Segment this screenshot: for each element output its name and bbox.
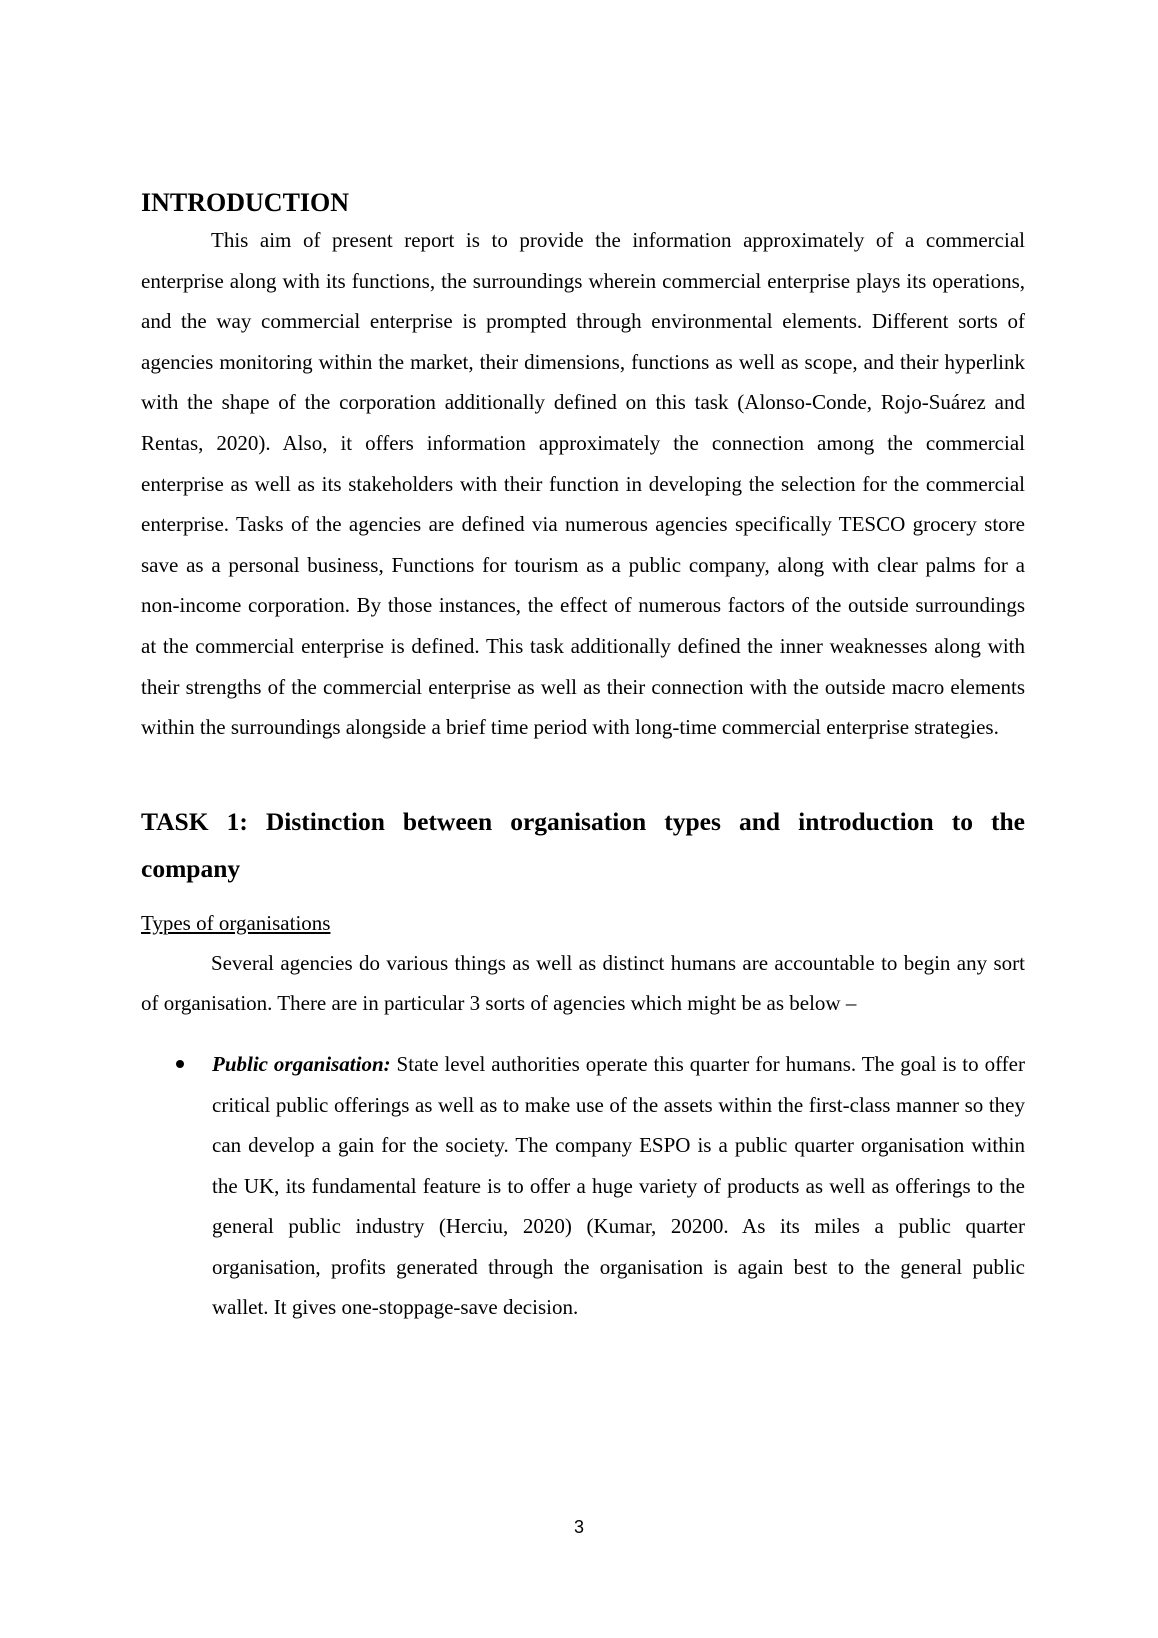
task1-heading: TASK 1: Distinction between organisation types and introduction to the company [141, 806, 1025, 883]
organisation-types-list [141, 1044, 1025, 1328]
introduction-heading: INTRODUCTION [141, 188, 350, 217]
page-number: 3 [573, 1517, 584, 1537]
bullet-text: State level authorities operate this quarter for humans. The goal is to offer critical public offerings as well as to make use of the assets within the first-class manner so they can develop a gain for the society. The company ESPO is a public quarter organisation within the UK, its fundamental feature is to offer a huge variety of products as well as offerings to the general public industry (Herciu, 2020) (Kumar, 20200. As its miles a public quarter organisation, profits generated through the organisation is again best to the general public wallet. It gives one-stoppage-save decision. [212, 1051, 1025, 1320]
introduction-paragraph: This aim of present report is to provide the information approximately of a commercial enterprise along with its functions, the surroundings wherein commercial enterprise plays its operations, and the way commercial enterprise is prompted through environmental elements. Different sorts of agencies monitoring within the market, their dimensions, functions as well as scope, and their hyperlink with the shape of the corporation additionally defined on this task (Alonso-Conde, Rojo-Suárez and Rentas, 2020). Also, it offers information approximately the connection among the commercial enterprise as well as its stakeholders with their function in developing the selection for the commercial enterprise. Tasks of the agencies are defined via numerous agencies specifically TESCO grocery store save as a personal business, Functions for tourism as a public company, along with clear palms for a non-income corporation. By those instances, the effect of numerous factors of the outside surroundings at the commercial enterprise is defined. This task additionally defined the inner weaknesses along with their strengths of the commercial enterprise as well as their connection with the outside macro elements within the surroundings alongside a brief time period with long-time commercial enterprise strategies. [141, 228, 1025, 740]
bullet-paragraph [212, 1044, 1025, 1328]
task1-intro-paragraph: Several agencies do various things as well as distinct humans are accountable to begin any sort of organisation. There are in particular 3 sorts of agencies which might be as below – [141, 950, 1025, 1016]
types-of-organisations-subheading: Types of organisations [141, 910, 331, 935]
page-content [141, 186, 1025, 1328]
list-item-public-organisation [141, 1044, 1025, 1328]
bullet-term: Public organisation: [212, 1051, 391, 1076]
bullet-icon [176, 1060, 184, 1068]
